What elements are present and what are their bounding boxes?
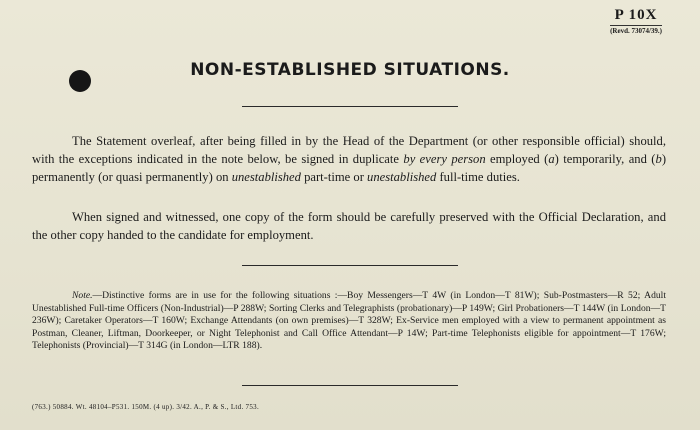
form-revision: (Revd. 73074/39.) — [610, 27, 662, 35]
divider-top — [242, 106, 458, 107]
form-number: P 10X — [614, 7, 658, 23]
paragraph1-segment: full-time duties. — [436, 170, 520, 184]
paragraph1-segment: employed ( — [485, 152, 549, 166]
print-footer: (763.) 50884. Wt. 48104–P531. 150M. (4 up). 3/42. A., P. & S., Ltd. 753. — [32, 403, 260, 411]
paragraph1-emphasis: unestablished — [231, 170, 301, 184]
instruction-paragraph — [32, 132, 666, 186]
paragraph1-segment: The Statement overleaf, after being filled in by the Head of the Department (or other responsible official) should, with the exceptions indicated in the note below, be signed in duplicate — [32, 134, 666, 166]
page-title: NON-ESTABLISHED SITUATIONS. — [190, 60, 510, 80]
paragraph1-emphasis: b — [655, 152, 662, 166]
paragraph1-emphasis: unestablished — [367, 170, 437, 184]
divider-middle — [242, 265, 458, 266]
paragraph1-segment: ) permanently (or quasi permanently) on — [32, 152, 667, 184]
note-text: —Distinctive forms are in use for the following situations :—Boy Messengers—T 4W (in London—T 81W); Sub-Postmasters—R 52; Adult Unestablished Full-time Officers (Non-Industrial)—P 288W; Sorting Clerks and Telegraphists (probationary)—P 149W; Girl Probationers—T 144W (in London—T 236W); Caretaker Operators—T 160W; Exchange Attendants (on own premises)—T 328W; Ex-Service men employed with a view to permanent appointment as Postman, Cleaner, Liftman, Doorkeeper, or Night Telephonist and Call Office Attendant—P 14W; Part-time Telephonists eligible for appointment—T 176W; Telephonists (Provincial)—T 314G (in London—LTR 188). — [32, 290, 666, 352]
copy-instruction-paragraph: When signed and witnessed, one copy of the form should be carefully preserved with the Official Declaration, and the other copy handed to the candidate for employment. — [32, 210, 666, 242]
paragraph1-emphasis: by every person — [403, 152, 486, 166]
note-paragraph — [32, 290, 666, 353]
form-code — [610, 7, 662, 35]
paragraph1-segment: ) temporarily, and ( — [554, 152, 656, 166]
note-label: Note. — [72, 290, 93, 301]
divider-bottom — [242, 385, 458, 386]
paragraph1-segment: part-time or — [300, 170, 368, 184]
paragraph1-emphasis: a — [548, 152, 555, 166]
